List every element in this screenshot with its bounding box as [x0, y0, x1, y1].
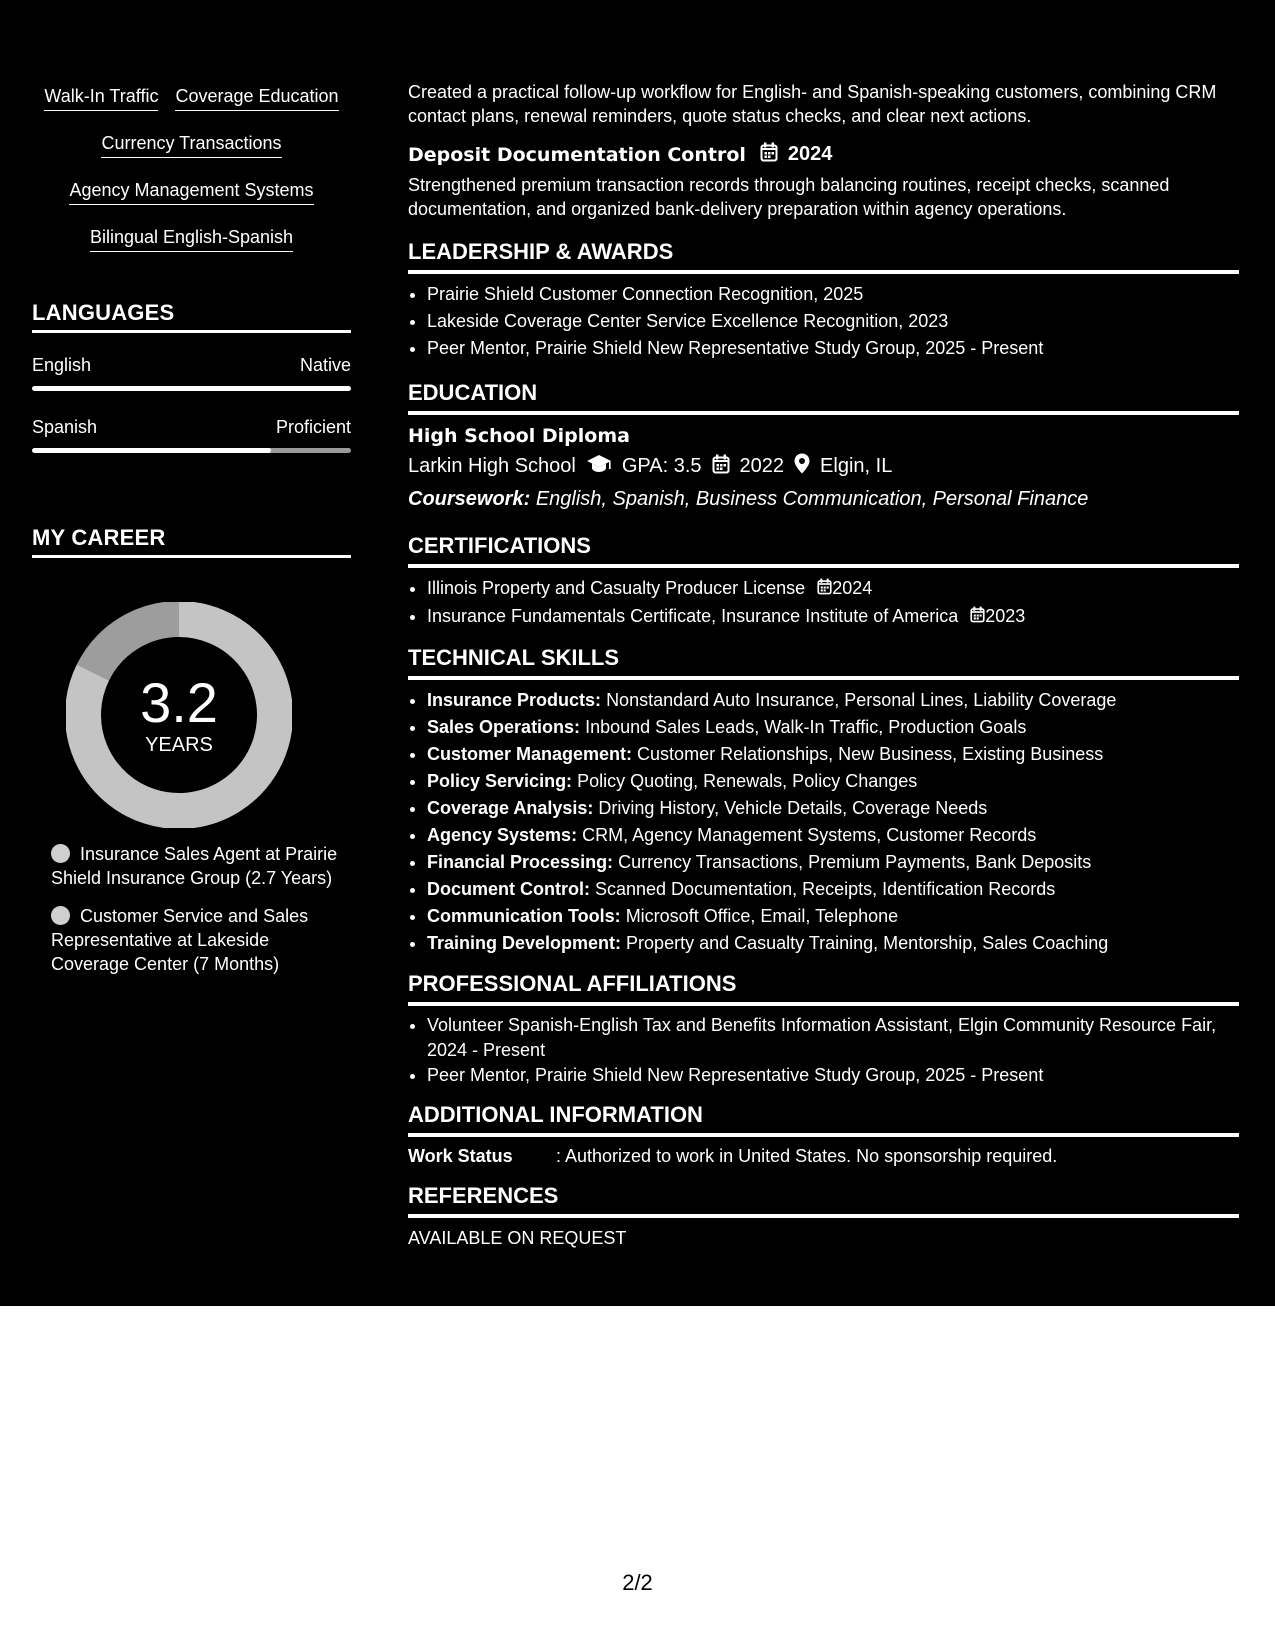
skill-tags — [32, 84, 351, 252]
skill-label: Insurance Products: — [427, 689, 602, 710]
references-text: AVAILABLE ON REQUEST — [408, 1227, 627, 1248]
skill-value: Currency Transactions, Premium Payments, Bank Deposits — [618, 851, 1092, 872]
skill-tag: Walk-In Traffic — [44, 84, 158, 111]
language-item — [32, 417, 351, 453]
list-item: • Peer Mentor, Prairie Shield New Representative Study Group, 2025 - Present — [427, 1063, 1239, 1088]
certification-name: Illinois Property and Casualty Producer License — [427, 578, 806, 598]
references-heading: REFERENCES — [408, 1183, 1239, 1218]
skill-value: Nonstandard Auto Insurance, Personal Lines, Liability Coverage — [606, 689, 1117, 710]
skill-label: Communication Tools: — [427, 905, 621, 926]
project-intro: Created a practical follow-up workflow for English- and Spanish-speaking customers, combining CRM contact plans, renewal reminders, quote status checks, and clear next actions. — [408, 82, 1217, 126]
skill-label: Agency Systems: — [427, 824, 578, 845]
page-number: 2/2 — [622, 1570, 653, 1595]
skill-value: Driving History, Vehicle Details, Coverage Needs — [598, 797, 988, 818]
leadership-list — [408, 281, 1239, 362]
career-heading: MY CAREER — [32, 525, 351, 558]
language-item — [32, 355, 351, 391]
list-item — [427, 930, 1239, 957]
skill-label: Sales Operations: — [427, 716, 581, 737]
language-bar-fill — [32, 386, 351, 391]
affiliations-list — [408, 1013, 1239, 1088]
languages-heading: LANGUAGES — [32, 300, 351, 333]
list-item — [427, 687, 1239, 714]
list-item: • Lakeside Coverage Center Service Excellence Recognition, 2023 — [427, 308, 1239, 335]
additional-info-heading: ADDITIONAL INFORMATION — [408, 1102, 1239, 1137]
list-item — [427, 714, 1239, 741]
list-item — [427, 768, 1239, 795]
list-item — [427, 822, 1239, 849]
project-year: 2024 — [787, 143, 833, 165]
list-item: • Peer Mentor, Prairie Shield New Representative Study Group, 2025 - Present — [427, 335, 1239, 362]
calendar-icon — [970, 604, 985, 631]
project-title-row — [408, 142, 1239, 167]
leadership-heading: LEADERSHIP & AWARDS — [408, 239, 1239, 274]
skill-label: Coverage Analysis: — [427, 797, 594, 818]
language-name: English — [32, 355, 92, 375]
right-column — [408, 80, 1239, 1249]
graduation-cap-icon — [586, 454, 612, 480]
language-level: Native — [299, 355, 351, 375]
skill-label: Customer Management: — [427, 743, 633, 764]
language-bar — [32, 386, 351, 391]
education-heading: EDUCATION — [408, 380, 1239, 415]
skill-value: Inbound Sales Leads, Walk-In Traffic, Production Goals — [585, 716, 1027, 737]
skill-label: Document Control: — [427, 878, 590, 899]
skill-tag: Agency Management Systems — [69, 178, 313, 205]
skill-value: Microsoft Office, Email, Telephone — [625, 905, 899, 926]
technical-skills-heading: TECHNICAL SKILLS — [408, 645, 1239, 680]
certification-year: 2023 — [985, 605, 1026, 626]
left-column — [32, 84, 351, 976]
project-title: Deposit Documentation Control — [408, 143, 746, 166]
list-item — [427, 603, 1239, 631]
skill-tag: Coverage Education — [175, 84, 338, 111]
skill-label: Training Development: — [427, 932, 622, 953]
technical-skills-list — [408, 687, 1239, 957]
career-total-years: 3.2 — [140, 670, 218, 734]
project-description: Strengthened premium transaction records through balancing routines, receipt checks, scanned documentation, and organized bank-delivery preparation within agency operations. — [408, 175, 1170, 219]
bullet-dot-icon — [51, 844, 70, 863]
skill-label: Policy Servicing: — [427, 770, 573, 791]
gpa: GPA: 3.5 — [621, 455, 702, 477]
coursework — [408, 488, 1239, 511]
certification-name: Insurance Fundamentals Certificate, Insurance Institute of America — [427, 605, 959, 626]
list-item — [427, 795, 1239, 822]
list-item — [427, 876, 1239, 903]
affiliations-heading: PROFESSIONAL AFFILIATIONS — [408, 971, 1239, 1006]
degree-title: High School Diploma — [408, 425, 630, 447]
list-item — [427, 849, 1239, 876]
list-item — [427, 741, 1239, 768]
calendar-icon — [760, 142, 778, 167]
career-position-text: Customer Service and Sales Representative at Lakeside Coverage Center (7 Months) — [51, 906, 309, 974]
work-status-row — [408, 1146, 1239, 1167]
skill-tag: Currency Transactions — [101, 131, 281, 158]
skill-label: Financial Processing: — [427, 851, 614, 872]
school-location: Elgin, IL — [820, 455, 893, 477]
list-item: • Prairie Shield Customer Connection Recognition, 2025 — [427, 281, 1239, 308]
bullet-dot-icon — [51, 906, 70, 925]
career-years-unit: YEARS — [145, 733, 213, 756]
skill-value: CRM, Agency Management Systems, Customer Records — [582, 824, 1037, 845]
language-bar-fill — [32, 448, 271, 453]
skill-value: Customer Relationships, New Business, Existing Business — [637, 743, 1104, 764]
school-name: Larkin High School — [408, 455, 576, 477]
calendar-icon — [712, 454, 730, 480]
career-position — [32, 842, 351, 890]
location-pin-icon — [794, 453, 810, 480]
education-meta — [408, 453, 1239, 480]
skill-value: Policy Quoting, Renewals, Policy Changes — [577, 770, 918, 791]
list-item — [427, 903, 1239, 930]
donut-center — [66, 602, 292, 828]
career-donut — [66, 602, 292, 828]
list-item: • Volunteer Spanish-English Tax and Benefits Information Assistant, Elgin Community Resource Fair, 2024 - Present — [427, 1013, 1239, 1063]
language-level: Proficient — [275, 417, 351, 437]
language-name: Spanish — [32, 417, 98, 437]
certifications-heading: CERTIFICATIONS — [408, 533, 1239, 568]
calendar-icon — [817, 576, 832, 603]
work-status-label: Work Status — [408, 1145, 513, 1166]
certification-year: 2024 — [832, 578, 873, 598]
certifications-list — [408, 575, 1239, 631]
list-item — [427, 575, 1239, 603]
coursework-value: English, Spanish, Business Communication, Personal Finance — [535, 488, 1089, 510]
career-position-text: Insurance Sales Agent at Prairie Shield Insurance Group (2.7 Years) — [51, 844, 338, 888]
graduation-year: 2022 — [739, 455, 785, 477]
career-position — [32, 904, 351, 976]
coursework-label: Coursework: — [408, 488, 531, 510]
skill-tag: Bilingual English-Spanish — [90, 225, 293, 252]
language-bar — [32, 448, 351, 453]
skill-value: Property and Casualty Training, Mentorship, Sales Coaching — [626, 932, 1109, 953]
work-status-value: : Authorized to work in United States. No sponsorship required. — [556, 1145, 1058, 1166]
skill-value: Scanned Documentation, Receipts, Identification Records — [595, 878, 1056, 899]
